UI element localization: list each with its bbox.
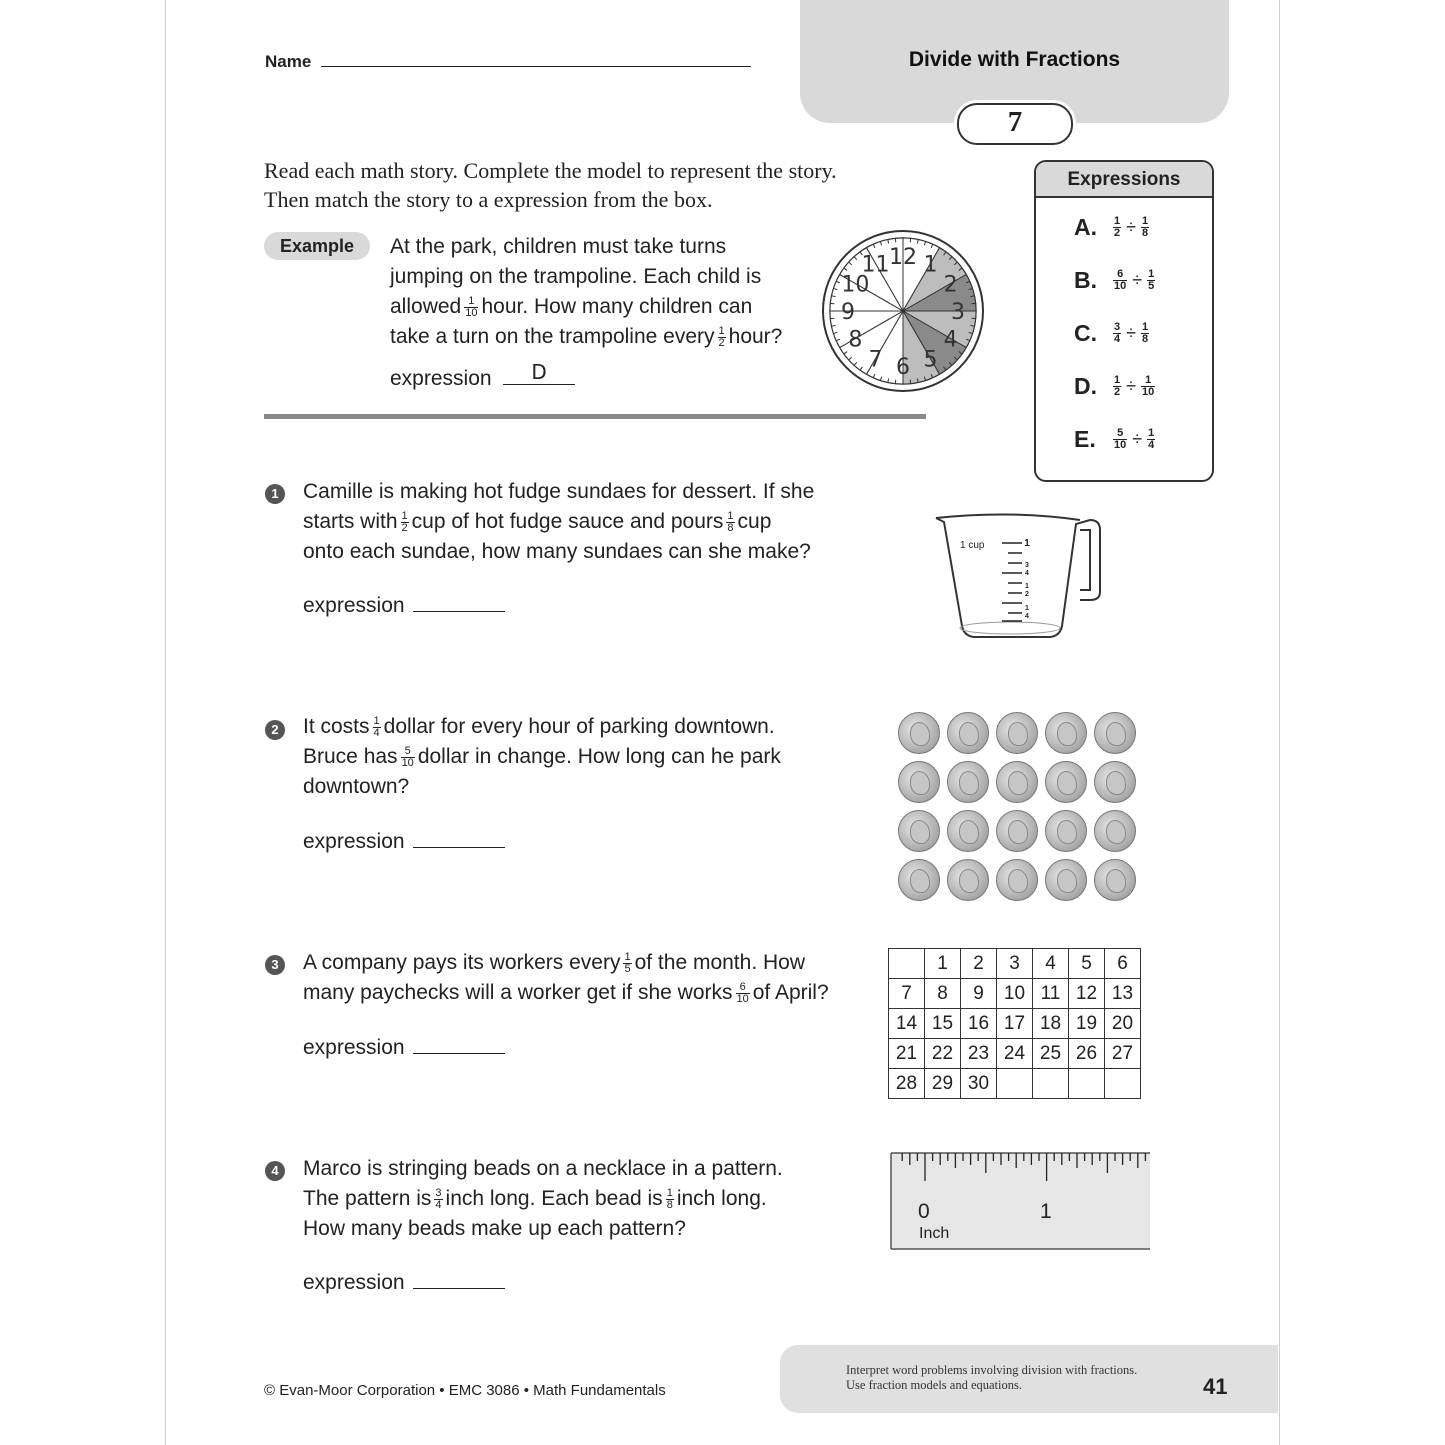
nickel-coin-icon	[1094, 712, 1136, 754]
svg-text:1: 1	[1025, 583, 1029, 590]
question-1-answer-blank[interactable]	[413, 593, 505, 612]
question-2-text: It costs $\frac{1}{4}$ dollar for every hour of parking downtown. Bruce has $\frac{5}{10}$ dollar in change. How long can he park downtown?	[303, 714, 781, 798]
clock-number: 1	[923, 252, 938, 278]
fraction: $\frac{6}{10}$	[736, 980, 749, 1005]
nickel-coin-icon	[1045, 712, 1087, 754]
fraction: $\frac{1}{2}$	[401, 509, 408, 534]
expression-option: B. $\frac{6}{10}$ ÷ $\frac{1}{5}$	[1074, 267, 1155, 293]
svg-text:2: 2	[1025, 591, 1029, 598]
calendar-day[interactable]: 8	[925, 979, 961, 1009]
nickel-coin-icon	[898, 712, 940, 754]
question-4-number: 4	[265, 1161, 285, 1181]
svg-text:4: 4	[1025, 613, 1029, 620]
question-3-text: A company pays its workers every $\frac{1}{5}$ of the month. How many paychecks will a worker get if she works $\frac{6}{10}$ of April?	[303, 950, 829, 1005]
fraction: $\frac{1}{10}$	[465, 294, 478, 319]
clock-number: 5	[923, 347, 938, 373]
calendar-day[interactable]: 3	[997, 949, 1033, 979]
clock-number: 8	[848, 327, 863, 353]
clock-number: 7	[868, 347, 883, 373]
calendar-day[interactable]	[889, 949, 925, 979]
question-1-number: 1	[265, 484, 285, 504]
svg-text:1 cup: 1 cup	[960, 540, 985, 551]
example-answer-blank	[503, 360, 575, 385]
fraction: $\frac{1}{8}$	[666, 1186, 673, 1211]
example-line-3: allowed $\frac{1}{10}$ hour. How many children can	[390, 294, 753, 319]
calendar-day[interactable]: 25	[1033, 1039, 1069, 1069]
question-4-answer-blank[interactable]	[413, 1270, 505, 1289]
calendar-model	[888, 948, 1141, 1099]
question-1-text: Camille is making hot fudge sundaes for dessert. If she starts with $\frac{1}{2}$ cup of hot fudge sauce and pours $\frac{1}{8}$ cup onto each sundae, how many sundaes can she make?	[303, 480, 815, 563]
question-4-expression: expression	[303, 1270, 505, 1295]
svg-text:0: 0	[918, 1200, 930, 1223]
svg-text:3: 3	[1025, 562, 1029, 569]
divider	[264, 414, 926, 419]
clock-model	[820, 228, 986, 394]
nickel-coin-icon	[898, 859, 940, 901]
calendar-day[interactable]: 30	[961, 1069, 997, 1099]
calendar-week	[889, 1039, 1141, 1069]
calendar-day[interactable]: 22	[925, 1039, 961, 1069]
example-badge: Example	[264, 232, 370, 260]
calendar-day[interactable]: 17	[997, 1009, 1033, 1039]
calendar-week	[889, 949, 1141, 979]
clock-number: 6	[896, 355, 910, 380]
nickel-coin-icon	[1045, 859, 1087, 901]
nickel-coin-icon	[947, 810, 989, 852]
clock-number: 9	[841, 300, 855, 325]
question-1-expression: expression	[303, 593, 505, 618]
calendar-week	[889, 1069, 1141, 1099]
example-story	[390, 232, 782, 352]
calendar-day[interactable]: 26	[1069, 1039, 1105, 1069]
nickel-coin-icon	[947, 761, 989, 803]
question-3-expression: expression	[303, 1035, 505, 1060]
nickel-coin-icon	[996, 761, 1038, 803]
page-title: Divide with Fractions	[908, 48, 1121, 71]
calendar-day[interactable]: 11	[1033, 979, 1069, 1009]
example-answer: D	[531, 360, 547, 384]
nickel-coin-icon	[996, 859, 1038, 901]
nickel-coin-icon	[1094, 810, 1136, 852]
svg-text:Inch: Inch	[919, 1225, 950, 1242]
clock-number: 10	[841, 272, 870, 298]
calendar-day[interactable]: 23	[961, 1039, 997, 1069]
calendar-day[interactable]: 27	[1105, 1039, 1141, 1069]
fraction: $\frac{1}{4}$	[373, 714, 380, 739]
svg-text:1: 1	[1024, 538, 1030, 549]
calendar-day[interactable]	[1105, 1069, 1141, 1099]
nickel-coin-icon	[898, 810, 940, 852]
calendar-day[interactable]: 2	[961, 949, 997, 979]
nickel-coin-icon	[996, 712, 1038, 754]
question-2-answer-blank[interactable]	[413, 829, 505, 848]
standards-text: Interpret word problems involving division with fractions. Use fraction models and equations.	[846, 1363, 1138, 1392]
nickel-coin-icon	[947, 712, 989, 754]
expression-option: C. $\frac{3}{4}$ ÷ $\frac{1}{8}$	[1074, 320, 1149, 346]
expressions-box	[1034, 160, 1214, 482]
calendar-day[interactable]: 6	[1105, 949, 1141, 979]
svg-text:1: 1	[1025, 605, 1029, 612]
clock-number: 2	[943, 272, 958, 298]
nickel-coin-icon	[1094, 761, 1136, 803]
question-2-number: 2	[265, 720, 285, 740]
copyright: © Evan-Moor Corporation • EMC 3086 • Math Fundamentals	[264, 1382, 666, 1399]
example-expression	[390, 360, 575, 391]
calendar-day[interactable]	[997, 1069, 1033, 1099]
calendar-day[interactable]: 5	[1069, 949, 1105, 979]
nickel-coin-icon	[898, 761, 940, 803]
calendar-day[interactable]: 10	[997, 979, 1033, 1009]
coins-model	[898, 712, 1143, 904]
question-2-expression: expression	[303, 829, 505, 854]
calendar-day[interactable]: 29	[925, 1069, 961, 1099]
clock-number: 12	[889, 245, 917, 270]
calendar-day[interactable]: 13	[1105, 979, 1141, 1009]
calendar-day[interactable]: 28	[889, 1069, 925, 1099]
fraction: $\frac{3}{4}$	[435, 1186, 442, 1211]
example-line-4: take a turn on the trampoline every $\frac{1}{2}$ hour?	[390, 324, 783, 349]
clock-number: 3	[951, 300, 965, 325]
ruler-model	[890, 1152, 1152, 1250]
calendar-day[interactable]: 14	[889, 1009, 925, 1039]
clock-number: 11	[861, 252, 890, 278]
calendar-day[interactable]: 9	[961, 979, 997, 1009]
calendar-day[interactable]: 20	[1105, 1009, 1141, 1039]
measuring-cup-icon	[930, 508, 1105, 643]
nickel-coin-icon	[1045, 810, 1087, 852]
calendar-week	[889, 1009, 1141, 1039]
nickel-coin-icon	[947, 859, 989, 901]
instructions	[264, 156, 837, 214]
calendar-day[interactable]	[1033, 1069, 1069, 1099]
clock-number: 4	[943, 327, 958, 353]
calendar-day[interactable]: 12	[1069, 979, 1105, 1009]
calendar-day[interactable]: 7	[889, 979, 925, 1009]
expression-label: expression	[390, 367, 492, 390]
calendar-day[interactable]: 15	[925, 1009, 961, 1039]
nickel-coin-icon	[996, 810, 1038, 852]
question-3-answer-blank[interactable]	[413, 1035, 505, 1054]
expression-option: A. $\frac{1}{2}$ ÷ $\frac{1}{8}$	[1074, 214, 1149, 240]
page-number: 41	[1203, 1374, 1228, 1399]
name-label: Name	[265, 52, 312, 71]
example-line-2: jumping on the trampoline. Each child is	[390, 265, 762, 288]
calendar-day[interactable]: 19	[1069, 1009, 1105, 1039]
calendar-day[interactable]: 24	[997, 1039, 1033, 1069]
question-4-text: Marco is stringing beads on a necklace in a pattern. The pattern is $\frac{3}{4}$ inch long. Each bead is $\frac{1}{8}$ inch long. How many beads make up each pattern?	[303, 1157, 783, 1240]
nickel-coin-icon	[1094, 859, 1136, 901]
calendar-day[interactable]: 1	[925, 949, 961, 979]
fraction: $\frac{1}{8}$	[727, 509, 734, 534]
calendar-day[interactable]: 4	[1033, 949, 1069, 979]
fraction: $\frac{1}{2}$	[718, 324, 725, 349]
instructions-line-2: Then match the story to a expression from the box.	[264, 187, 713, 212]
expressions-title: Expressions	[1036, 162, 1212, 198]
expression-option: E. $\frac{5}{10}$ ÷ $\frac{1}{4}$	[1074, 426, 1155, 452]
instructions-line-1: Read each math story. Complete the model to represent the story.	[264, 158, 837, 183]
calendar-day[interactable]: 16	[961, 1009, 997, 1039]
fraction: $\frac{5}{10}$	[401, 744, 414, 769]
calendar-day[interactable]	[1069, 1069, 1105, 1099]
fraction: $\frac{1}{5}$	[624, 950, 631, 975]
example-line-1: At the park, children must take turns	[390, 235, 727, 258]
name-line[interactable]	[321, 66, 751, 67]
question-3-number: 3	[265, 955, 285, 975]
lesson-number: 7	[1007, 106, 1023, 138]
calendar-day[interactable]: 18	[1033, 1009, 1069, 1039]
svg-text:1: 1	[1040, 1200, 1052, 1223]
nickel-coin-icon	[1045, 761, 1087, 803]
svg-text:4: 4	[1025, 570, 1029, 577]
calendar-day[interactable]: 21	[889, 1039, 925, 1069]
calendar-week	[889, 979, 1141, 1009]
expression-option: D. $\frac{1}{2}$ ÷ $\frac{1}{10}$	[1074, 373, 1155, 399]
